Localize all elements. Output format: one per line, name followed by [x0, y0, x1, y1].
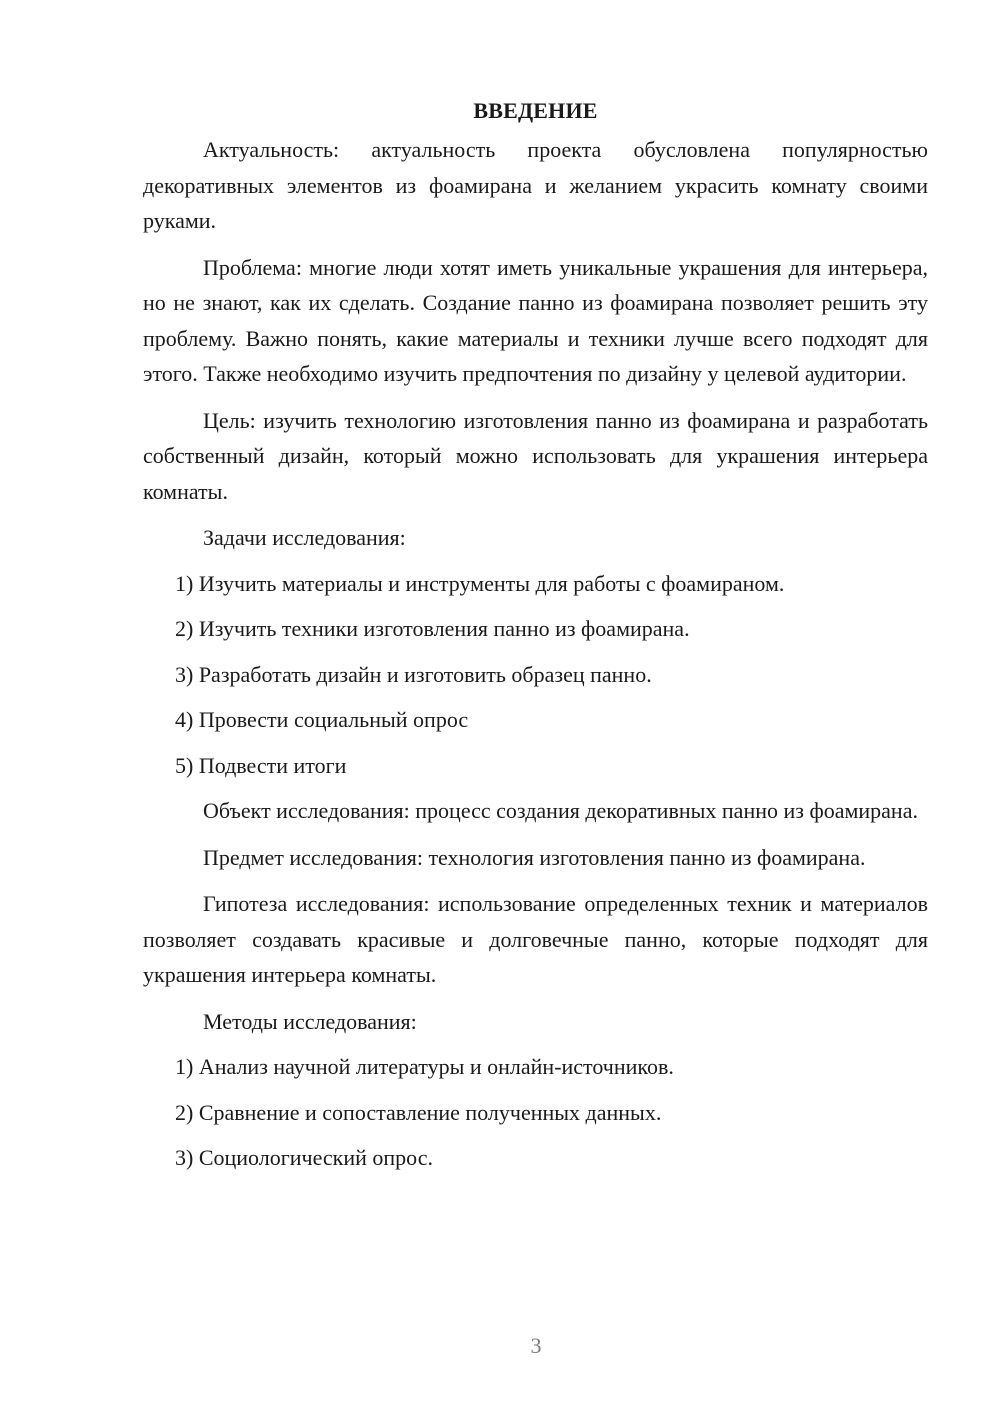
- goal-paragraph: Цель: изучить технологию изготовления панно из фоамирана и разработать собственный дизайн, который можно использовать для украшения интерьера комнаты.: [143, 407, 928, 504]
- page-title: ВВЕДЕНИЕ: [473, 98, 598, 123]
- hypothesis-paragraph: Гипотеза исследования: использование определенных техник и материалов позволяет создавать красивые и долговечные панно, которые подходят для украшения интерьера комнаты.: [143, 891, 928, 987]
- relevance-paragraph: Актуальность: актуальность проекта обусловлена популярностью декоративных элементов из фоамирана и желанием украсить комнату своими руками.: [143, 137, 928, 233]
- list-item: 4) Провести социальный опрос: [175, 707, 469, 732]
- list-item: 1) Изучить материалы и инструменты для работы с фоамираном.: [175, 570, 785, 596]
- list-item: 2) Изучить техники изготовления панно из фоамирана.: [175, 616, 690, 641]
- page-number: 3: [530, 1333, 542, 1358]
- page-content: [143, 93, 928, 1186]
- list-item: 2) Сравнение и сопоставление полученных данных.: [175, 1099, 662, 1125]
- tasks-list: [143, 566, 928, 784]
- list-item: 3) Разработать дизайн и изготовить образец панно.: [175, 661, 652, 687]
- object-paragraph: Объект исследования: процесс создания декоративных панно из фоамирана.: [203, 798, 918, 823]
- problem-paragraph: Проблема: многие люди хотят иметь уникальные украшения для интерьера, но не знают, как их сделать. Создание панно из фоамирана позволяет решить эту проблему. Важно понять, какие материалы и техники лучше всего подходят для этого. Также необходимо изучить предпочтения по дизайну у целевой аудитории.: [143, 254, 928, 386]
- subject-paragraph: Предмет исследования: технология изготовления панно из фоамирана.: [203, 844, 866, 870]
- list-item: 3) Социологический опрос.: [175, 1145, 433, 1170]
- tasks-heading: Задачи исследования:: [203, 525, 406, 550]
- methods-heading: Методы исследования:: [203, 1008, 417, 1034]
- methods-list: [143, 1049, 928, 1176]
- list-item: 1) Анализ научной литературы и онлайн-источников.: [175, 1054, 674, 1079]
- list-item: 5) Подвести итоги: [175, 752, 347, 778]
